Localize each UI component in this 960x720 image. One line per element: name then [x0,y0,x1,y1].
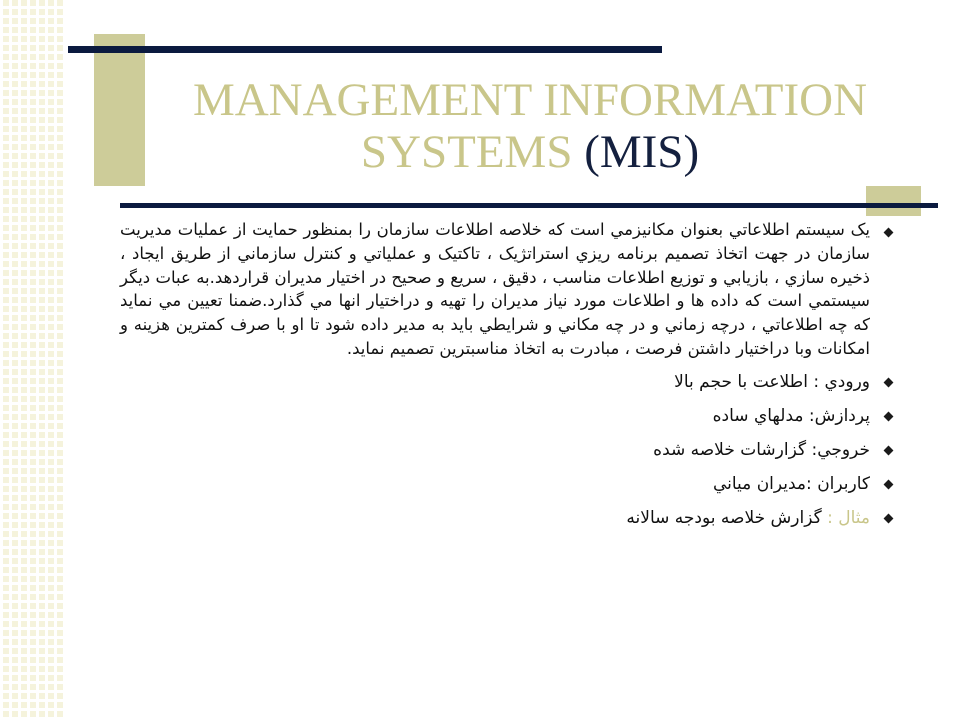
item-label: پردازش [814,405,870,426]
item-separator: : [806,439,818,460]
diamond-bullet-icon [884,513,894,523]
list-item-processing [120,403,892,429]
slide-title [150,74,910,178]
item-label: ورودي [824,371,870,392]
list-item-users [120,471,892,497]
top-rule [68,46,662,53]
decorative-side-stripe [0,0,64,720]
slide-body [120,218,892,531]
item-value: مديران مياني [712,473,807,494]
list-item-output [120,437,892,463]
title-accent-block-left [94,34,145,186]
item-separator: : [807,371,825,392]
diamond-bullet-icon [884,479,894,489]
definition-paragraph [120,218,892,361]
item-label: مثال [838,507,870,528]
diamond-bullet-icon [884,377,894,387]
item-value: گزارش خلاصه بودجه سالانه [626,507,822,528]
diamond-bullet-icon [884,228,894,238]
item-label: خروجي [817,439,870,460]
item-separator: : [806,473,818,494]
title-line-1: MANAGEMENT INFORMATION [192,74,868,126]
definition-text: يک سيستم اطلاعاتي بعنوان مکانيزمي است که خلاصه اطلاعات سازمان را بمنظور حمايت از عمليات مديريت سازمان در جهت اتخاذ تصميم برنامه ريزي استراتژيک ، تاکتيک و عملياتي و کنترل سازماني از طريق ايجاد ، ذخيره سازي ، بازيابي و توزيع اطلاعات مناسب ، دقيق ، سريع و صحيح در اختيار مديران قراردهد.به عبات ديگر سيستمي است که داده ها و اطلاعات مورد نياز مديران را تهيه و دراختيار انها مي گذارد.ضمنا تعيين مي نمايد که چه اطلاعاتي ، درچه زماني و در چه مکاني و شرايطي بايد به مدير داده شود تا او با صرف کمترين هزينه و امکانات وبا دراختيار داشتن فرصت ، مبادرت به اتخاذ مناسبترين تصميم نمايد. [120,220,870,358]
title-abbreviation: (MIS) [584,126,700,178]
item-label: کاربران [817,473,870,494]
item-separator: : [821,507,839,528]
item-value: اطلاعت با حجم بالا [674,371,808,392]
title-line-2 [150,126,910,178]
title-accent-block-right [866,186,921,216]
item-separator: : [803,405,815,426]
list-item-example [120,505,892,531]
title-line-2-main: SYSTEMS [360,126,573,178]
list-item-input [120,369,892,395]
diamond-bullet-icon [884,411,894,421]
item-value: مدلهاي ساده [712,405,804,426]
diamond-bullet-icon [884,445,894,455]
bottom-rule [120,203,938,208]
item-value: گزارشات خلاصه شده [653,439,807,460]
